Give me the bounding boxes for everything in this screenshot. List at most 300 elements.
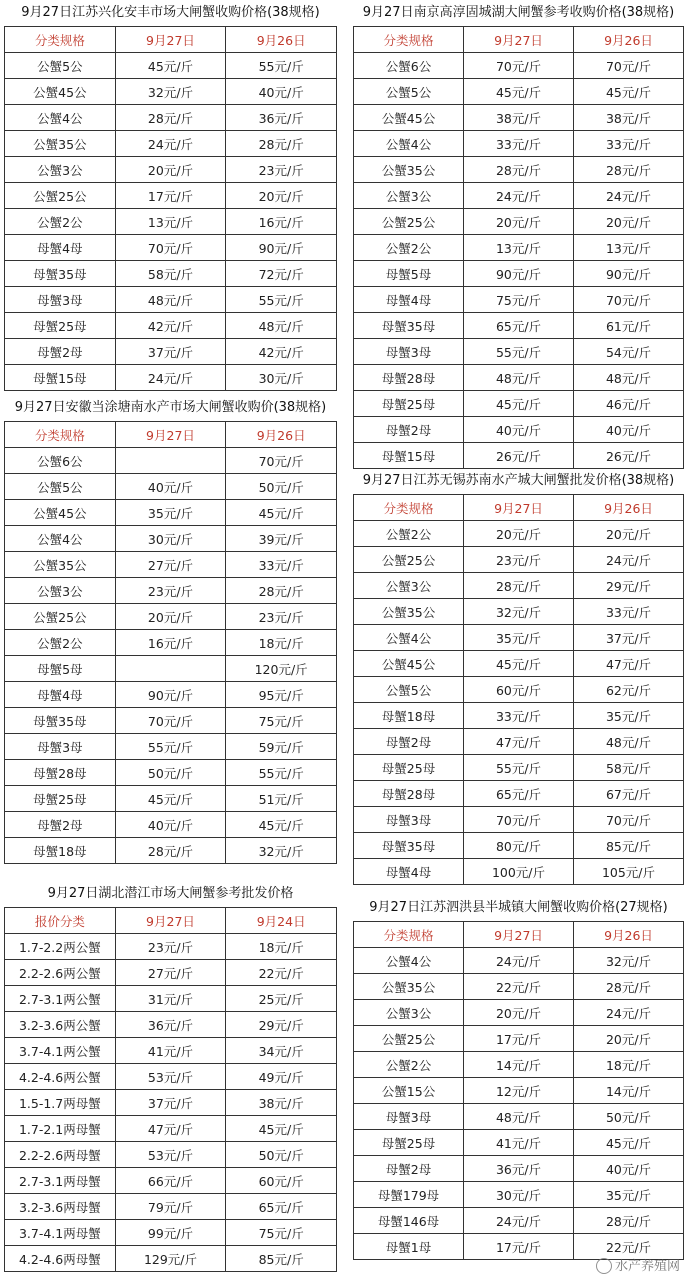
price-table (4, 26, 337, 391)
table-block-dangtu (4, 395, 337, 864)
table-cell: 17元/斤 (115, 183, 226, 209)
table-cell: 母蟹4母 (5, 682, 116, 708)
column-header: 9月26日 (574, 922, 684, 948)
table-cell: 公蟹15公 (354, 1078, 464, 1104)
table-cell: 23元/斤 (226, 157, 337, 183)
table-row (354, 625, 684, 651)
table-cell: 58元/斤 (574, 755, 684, 781)
table-cell: 公蟹25公 (354, 209, 464, 235)
table-cell: 55元/斤 (226, 760, 337, 786)
table-cell: 120元/斤 (226, 656, 337, 682)
table-row (354, 599, 684, 625)
table-cell: 公蟹4公 (354, 948, 464, 974)
table-row (354, 974, 684, 1000)
table-cell: 公蟹35公 (5, 552, 116, 578)
table-row (5, 682, 337, 708)
table-row (5, 1064, 337, 1090)
table-cell: 母蟹25母 (354, 1130, 464, 1156)
table-cell (115, 656, 226, 682)
table-cell: 50元/斤 (226, 474, 337, 500)
table-cell: 20元/斤 (574, 1026, 684, 1052)
table-block-gaochun (353, 0, 684, 469)
table-cell: 公蟹2公 (5, 209, 116, 235)
table-cell: 59元/斤 (226, 734, 337, 760)
table-row (354, 781, 684, 807)
table-cell: 母蟹15母 (354, 443, 464, 469)
table-cell: 28元/斤 (574, 974, 684, 1000)
table-cell: 67元/斤 (574, 781, 684, 807)
table-cell: 公蟹35公 (354, 974, 464, 1000)
table-cell: 70元/斤 (574, 287, 684, 313)
table-row (5, 313, 337, 339)
table-cell: 24元/斤 (574, 1000, 684, 1026)
table-cell: 72元/斤 (226, 261, 337, 287)
table-title: 9月27日安徽当涂塘南水产市场大闸蟹收购价(38规格) (14, 400, 327, 415)
table-cell: 18元/斤 (226, 630, 337, 656)
table-cell: 30元/斤 (226, 365, 337, 391)
table-cell: 24元/斤 (464, 183, 574, 209)
table-cell: 公蟹6公 (354, 53, 464, 79)
table-block-xinghua (4, 0, 337, 391)
table-cell: 53元/斤 (115, 1064, 226, 1090)
table-cell: 70元/斤 (574, 807, 684, 833)
table-block-qianjiang (4, 881, 337, 1272)
table-cell: 50元/斤 (115, 760, 226, 786)
table-row (5, 209, 337, 235)
table-row (354, 339, 684, 365)
table-cell: 45元/斤 (464, 391, 574, 417)
table-cell: 公蟹2公 (5, 630, 116, 656)
table-cell: 母蟹3母 (354, 1104, 464, 1130)
table-cell: 母蟹3母 (5, 734, 116, 760)
table-cell: 公蟹2公 (354, 521, 464, 547)
table-row (5, 630, 337, 656)
table-cell: 母蟹28母 (354, 781, 464, 807)
table-cell: 公蟹4公 (354, 625, 464, 651)
table-cell: 65元/斤 (226, 1194, 337, 1220)
table-cell: 20元/斤 (574, 521, 684, 547)
table-cell: 47元/斤 (115, 1116, 226, 1142)
table-row (5, 1090, 337, 1116)
watermark-text: 水产养殖网 (614, 1258, 680, 1274)
table-row (354, 365, 684, 391)
table-cell: 1.7-2.1两母蟹 (5, 1116, 116, 1142)
table-cell: 4.2-4.6两公蟹 (5, 1064, 116, 1090)
table-row (5, 261, 337, 287)
table-cell: 48元/斤 (574, 365, 684, 391)
table-cell: 70元/斤 (464, 53, 574, 79)
header-row (5, 908, 337, 934)
table-cell: 38元/斤 (574, 105, 684, 131)
table-row (354, 1078, 684, 1104)
header-row (354, 922, 684, 948)
table-cell: 母蟹25母 (5, 786, 116, 812)
table-row (5, 934, 337, 960)
table-cell: 母蟹2母 (5, 812, 116, 838)
table-cell: 36元/斤 (226, 105, 337, 131)
table-cell: 70元/斤 (464, 807, 574, 833)
table-cell: 公蟹4公 (5, 105, 116, 131)
table-cell: 公蟹45公 (354, 651, 464, 677)
table-cell: 32元/斤 (464, 599, 574, 625)
table-cell: 23元/斤 (464, 547, 574, 573)
table-cell: 14元/斤 (464, 1052, 574, 1078)
column-header: 9月24日 (226, 908, 337, 934)
table-row (5, 1142, 337, 1168)
table-row (5, 131, 337, 157)
table-row (354, 443, 684, 469)
table-cell: 25元/斤 (226, 986, 337, 1012)
table-cell: 14元/斤 (574, 1078, 684, 1104)
price-table (353, 26, 684, 469)
table-cell: 45元/斤 (464, 651, 574, 677)
table-cell: 母蟹5母 (354, 261, 464, 287)
table-row (354, 79, 684, 105)
table-cell: 母蟹25母 (5, 313, 116, 339)
table-cell: 母蟹2母 (5, 339, 116, 365)
table-row (5, 734, 337, 760)
price-table (4, 421, 337, 864)
table-cell: 47元/斤 (464, 729, 574, 755)
table-cell: 48元/斤 (226, 313, 337, 339)
column-header: 分类规格 (5, 422, 116, 448)
column-header: 9月27日 (464, 922, 574, 948)
table-cell: 29元/斤 (226, 1012, 337, 1038)
table-row (5, 448, 337, 474)
table-cell: 42元/斤 (115, 313, 226, 339)
table-cell: 公蟹3公 (5, 578, 116, 604)
table-cell: 18元/斤 (574, 1052, 684, 1078)
table-cell: 公蟹2公 (354, 1052, 464, 1078)
table-cell: 37元/斤 (115, 1090, 226, 1116)
table-row (5, 838, 337, 864)
table-cell: 27元/斤 (115, 960, 226, 986)
table-cell: 母蟹2母 (354, 1156, 464, 1182)
table-cell: 45元/斤 (226, 812, 337, 838)
table-cell: 90元/斤 (574, 261, 684, 287)
table-cell: 24元/斤 (115, 365, 226, 391)
table-cell: 23元/斤 (226, 604, 337, 630)
table-cell: 公蟹6公 (5, 448, 116, 474)
table-row (5, 604, 337, 630)
table-row (354, 1104, 684, 1130)
header-row (354, 495, 684, 521)
table-cell: 35元/斤 (115, 500, 226, 526)
table-cell: 62元/斤 (574, 677, 684, 703)
table-cell: 4.2-4.6两母蟹 (5, 1246, 116, 1272)
column-header: 9月27日 (115, 27, 226, 53)
table-cell: 35元/斤 (574, 1182, 684, 1208)
table-cell: 23元/斤 (115, 578, 226, 604)
table-row (5, 474, 337, 500)
table-cell: 公蟹5公 (5, 53, 116, 79)
table-cell: 37元/斤 (115, 339, 226, 365)
table-cell: 38元/斤 (464, 105, 574, 131)
table-cell: 53元/斤 (115, 1142, 226, 1168)
table-cell: 24元/斤 (574, 183, 684, 209)
table-row (354, 105, 684, 131)
table-cell: 40元/斤 (464, 417, 574, 443)
table-cell: 16元/斤 (226, 209, 337, 235)
table-cell: 30元/斤 (115, 526, 226, 552)
table-cell: 母蟹25母 (354, 755, 464, 781)
price-table (4, 907, 337, 1272)
table-cell: 75元/斤 (226, 708, 337, 734)
table-row (5, 105, 337, 131)
table-cell: 28元/斤 (115, 105, 226, 131)
table-cell: 公蟹4公 (5, 526, 116, 552)
table-block-sihong (353, 895, 684, 1260)
table-block-wuxi (353, 468, 684, 885)
table-cell: 66元/斤 (115, 1168, 226, 1194)
table-cell: 47元/斤 (574, 651, 684, 677)
table-cell: 61元/斤 (574, 313, 684, 339)
table-cell: 公蟹2公 (354, 235, 464, 261)
table-cell: 20元/斤 (464, 521, 574, 547)
table-cell: 40元/斤 (115, 474, 226, 500)
table-cell: 母蟹1母 (354, 1234, 464, 1260)
table-row (5, 53, 337, 79)
table-row (354, 131, 684, 157)
table-cell: 33元/斤 (464, 131, 574, 157)
table-cell: 36元/斤 (464, 1156, 574, 1182)
table-row (5, 760, 337, 786)
table-cell: 20元/斤 (574, 209, 684, 235)
table-cell: 45元/斤 (226, 500, 337, 526)
table-row (5, 1168, 337, 1194)
table-cell: 2.2-2.6两公蟹 (5, 960, 116, 986)
table-cell: 母蟹4母 (354, 859, 464, 885)
table-row (5, 708, 337, 734)
table-cell: 40元/斤 (115, 812, 226, 838)
table-cell: 3.2-3.6两母蟹 (5, 1194, 116, 1220)
table-cell: 65元/斤 (464, 781, 574, 807)
table-cell: 13元/斤 (115, 209, 226, 235)
table-cell: 50元/斤 (226, 1142, 337, 1168)
table-cell: 48元/斤 (464, 1104, 574, 1130)
table-cell: 公蟹45公 (354, 105, 464, 131)
table-cell: 33元/斤 (574, 131, 684, 157)
header-row (5, 27, 337, 53)
table-cell: 70元/斤 (574, 53, 684, 79)
table-cell: 3.7-4.1两母蟹 (5, 1220, 116, 1246)
table-cell: 79元/斤 (115, 1194, 226, 1220)
table-cell: 100元/斤 (464, 859, 574, 885)
price-table (353, 921, 684, 1260)
table-cell: 85元/斤 (574, 833, 684, 859)
table-cell: 95元/斤 (226, 682, 337, 708)
table-row (354, 417, 684, 443)
header-row (354, 27, 684, 53)
table-cell: 3.7-4.1两公蟹 (5, 1038, 116, 1064)
table-cell: 129元/斤 (115, 1246, 226, 1272)
table-row (354, 729, 684, 755)
table-cell: 1.7-2.2两公蟹 (5, 934, 116, 960)
table-row (5, 526, 337, 552)
table-cell: 3.2-3.6两公蟹 (5, 1012, 116, 1038)
table-title: 9月27日湖北潜江市场大闸蟹参考批发价格 (47, 886, 294, 901)
table-cell: 75元/斤 (226, 1220, 337, 1246)
table-row (5, 1038, 337, 1064)
table-row (5, 1194, 337, 1220)
table-cell: 55元/斤 (464, 755, 574, 781)
table-row (354, 1000, 684, 1026)
column-header: 分类规格 (354, 27, 464, 53)
table-row (5, 235, 337, 261)
table-cell: 12元/斤 (464, 1078, 574, 1104)
table-cell: 22元/斤 (464, 974, 574, 1000)
table-cell (115, 448, 226, 474)
table-cell: 48元/斤 (574, 729, 684, 755)
table-cell: 公蟹3公 (354, 1000, 464, 1026)
table-cell: 75元/斤 (464, 287, 574, 313)
price-table (353, 494, 684, 885)
table-row (354, 833, 684, 859)
table-cell: 31元/斤 (115, 986, 226, 1012)
table-cell: 37元/斤 (574, 625, 684, 651)
table-cell: 45元/斤 (226, 1116, 337, 1142)
table-row (354, 677, 684, 703)
table-cell: 70元/斤 (115, 235, 226, 261)
table-cell: 32元/斤 (115, 79, 226, 105)
table-row (5, 79, 337, 105)
table-cell: 母蟹4母 (354, 287, 464, 313)
table-cell: 50元/斤 (574, 1104, 684, 1130)
table-row (5, 1220, 337, 1246)
table-cell: 48元/斤 (464, 365, 574, 391)
table-cell: 90元/斤 (226, 235, 337, 261)
table-row (354, 521, 684, 547)
watermark (596, 1255, 680, 1275)
table-title: 9月27日南京高淳固城湖大闸蟹参考收购价格(38规格) (362, 5, 675, 20)
table-cell: 45元/斤 (574, 1130, 684, 1156)
table-cell: 24元/斤 (574, 547, 684, 573)
table-row (5, 339, 337, 365)
table-row (5, 183, 337, 209)
table-cell: 公蟹4公 (354, 131, 464, 157)
table-cell: 45元/斤 (464, 79, 574, 105)
column-header: 分类规格 (5, 27, 116, 53)
table-cell: 90元/斤 (464, 261, 574, 287)
table-cell: 公蟹5公 (354, 79, 464, 105)
table-cell: 母蟹5母 (5, 656, 116, 682)
table-cell: 公蟹25公 (5, 604, 116, 630)
table-cell: 51元/斤 (226, 786, 337, 812)
column-header: 9月27日 (464, 27, 574, 53)
table-row (354, 53, 684, 79)
table-cell: 公蟹35公 (5, 131, 116, 157)
table-row (354, 287, 684, 313)
table-row (354, 1208, 684, 1234)
table-cell: 17元/斤 (464, 1026, 574, 1052)
table-row (5, 500, 337, 526)
column-header: 9月26日 (226, 422, 337, 448)
table-cell: 公蟹35公 (354, 599, 464, 625)
table-cell: 105元/斤 (574, 859, 684, 885)
table-cell: 母蟹179母 (354, 1182, 464, 1208)
table-cell: 33元/斤 (574, 599, 684, 625)
table-row (354, 859, 684, 885)
table-cell: 48元/斤 (115, 287, 226, 313)
table-cell: 41元/斤 (115, 1038, 226, 1064)
table-cell: 公蟹25公 (354, 1026, 464, 1052)
table-cell: 公蟹45公 (5, 500, 116, 526)
table-cell: 58元/斤 (115, 261, 226, 287)
table-cell: 28元/斤 (464, 573, 574, 599)
column-header: 报价分类 (5, 908, 116, 934)
table-cell: 母蟹18母 (354, 703, 464, 729)
table-cell: 30元/斤 (464, 1182, 574, 1208)
table-cell: 母蟹3母 (354, 339, 464, 365)
table-cell: 46元/斤 (574, 391, 684, 417)
table-cell: 2.7-3.1两公蟹 (5, 986, 116, 1012)
table-cell: 45元/斤 (115, 786, 226, 812)
table-cell: 母蟹146母 (354, 1208, 464, 1234)
table-cell: 85元/斤 (226, 1246, 337, 1272)
table-row (354, 313, 684, 339)
table-row (5, 365, 337, 391)
table-cell: 54元/斤 (574, 339, 684, 365)
column-header: 9月26日 (574, 495, 684, 521)
table-cell: 99元/斤 (115, 1220, 226, 1246)
table-cell: 母蟹28母 (354, 365, 464, 391)
table-cell: 公蟹25公 (5, 183, 116, 209)
table-cell: 2.7-3.1两母蟹 (5, 1168, 116, 1194)
table-row (354, 807, 684, 833)
table-cell: 母蟹35母 (5, 261, 116, 287)
table-row (5, 157, 337, 183)
table-cell: 母蟹15母 (5, 365, 116, 391)
table-cell: 母蟹28母 (5, 760, 116, 786)
table-cell: 母蟹3母 (354, 807, 464, 833)
table-row (354, 1156, 684, 1182)
table-cell: 24元/斤 (115, 131, 226, 157)
table-title: 9月27日江苏兴化安丰市场大闸蟹收购价格(38规格) (21, 5, 320, 20)
table-cell: 20元/斤 (115, 157, 226, 183)
table-cell: 母蟹35母 (5, 708, 116, 734)
table-cell: 45元/斤 (115, 53, 226, 79)
column-header: 9月27日 (115, 422, 226, 448)
table-cell: 28元/斤 (226, 131, 337, 157)
table-cell: 55元/斤 (115, 734, 226, 760)
table-cell: 70元/斤 (115, 708, 226, 734)
table-cell: 20元/斤 (464, 1000, 574, 1026)
table-cell: 27元/斤 (115, 552, 226, 578)
table-cell: 13元/斤 (574, 235, 684, 261)
table-row (5, 1012, 337, 1038)
table-row (354, 391, 684, 417)
table-cell: 公蟹5公 (354, 677, 464, 703)
table-row (354, 755, 684, 781)
table-row (354, 1130, 684, 1156)
column-header: 分类规格 (354, 495, 464, 521)
table-cell: 26元/斤 (574, 443, 684, 469)
table-cell: 13元/斤 (464, 235, 574, 261)
table-cell: 40元/斤 (574, 417, 684, 443)
table-cell: 49元/斤 (226, 1064, 337, 1090)
table-cell: 22元/斤 (226, 960, 337, 986)
table-cell: 公蟹3公 (5, 157, 116, 183)
table-row (354, 157, 684, 183)
wechat-icon (596, 1258, 612, 1274)
table-cell: 90元/斤 (115, 682, 226, 708)
table-cell: 40元/斤 (226, 79, 337, 105)
column-header: 9月27日 (115, 908, 226, 934)
table-cell: 公蟹25公 (354, 547, 464, 573)
table-row (354, 1052, 684, 1078)
table-row (5, 786, 337, 812)
table-cell: 公蟹5公 (5, 474, 116, 500)
